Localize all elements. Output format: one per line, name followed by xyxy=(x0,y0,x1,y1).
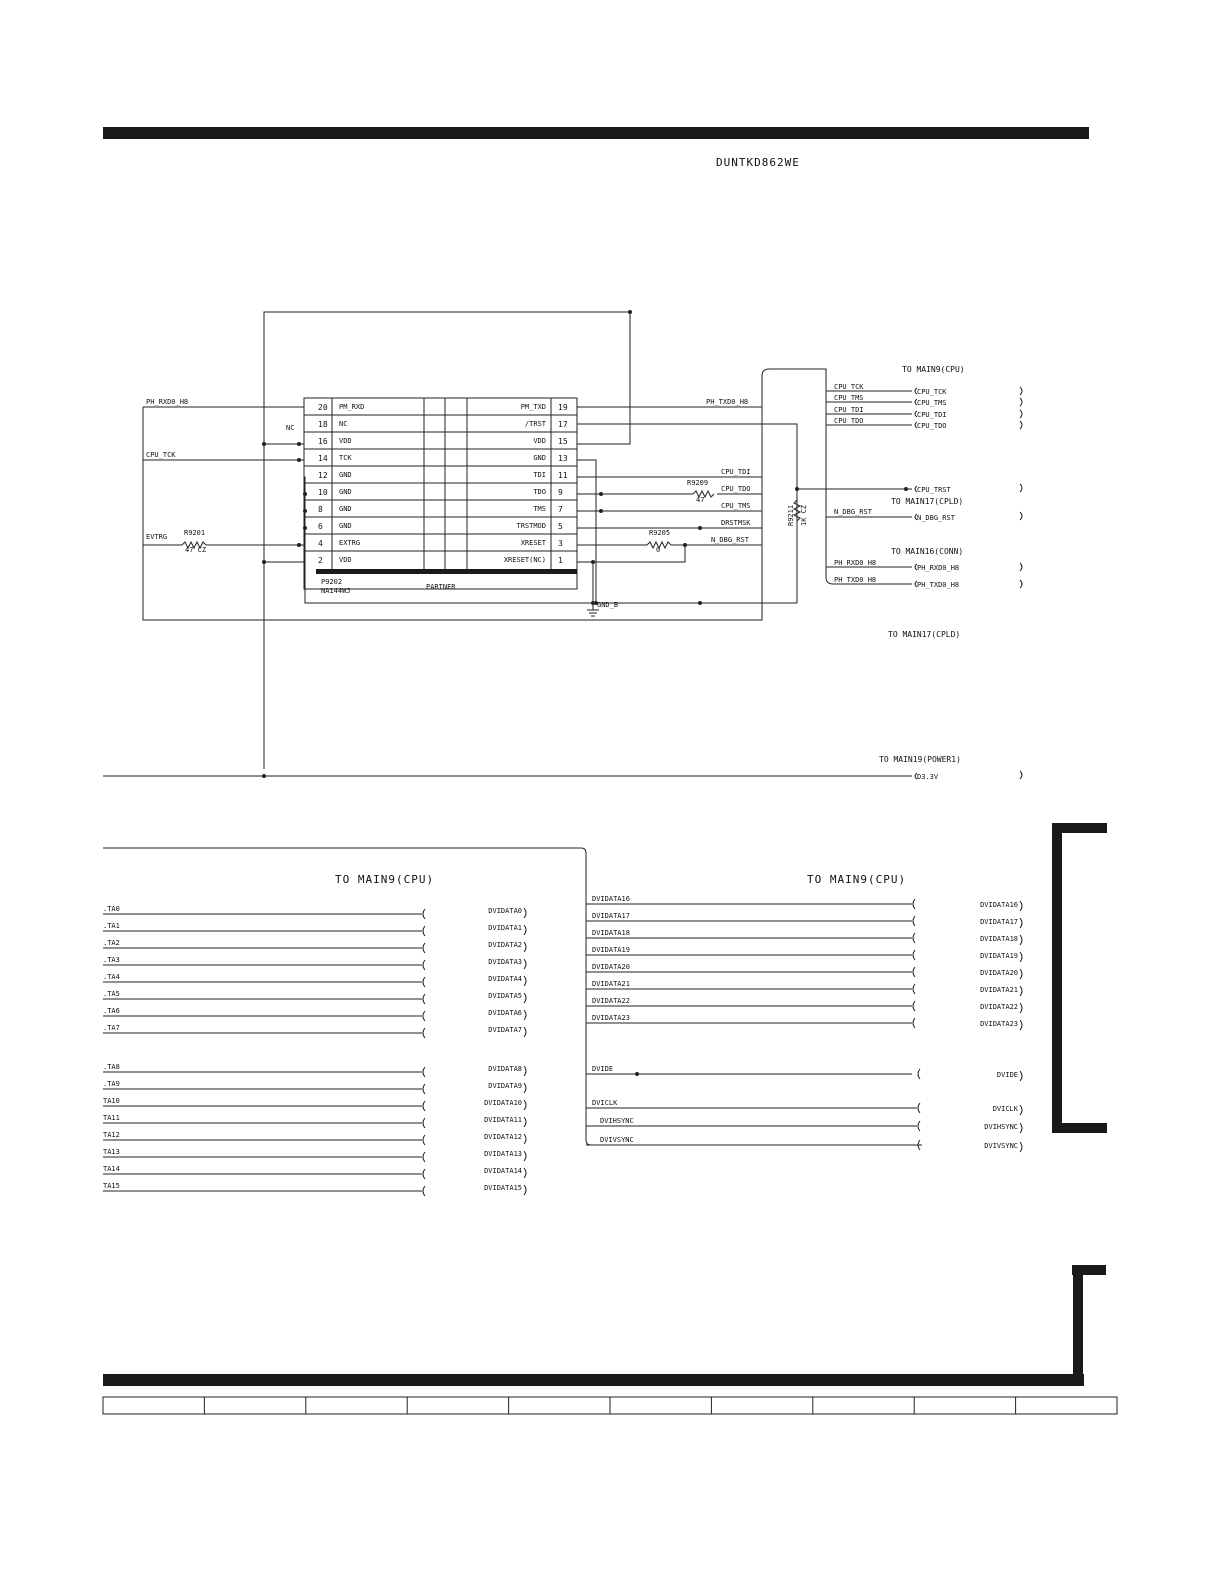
dvi-left-port-symbol xyxy=(423,1169,425,1179)
net-conn-wire-label: PH_RXD0_H8 xyxy=(834,559,877,567)
dvi-left-port-label: DVIDATA8 xyxy=(488,1065,522,1073)
port-cpu-net: CPU_TCK xyxy=(917,388,947,396)
dvi-left-port-symbol xyxy=(423,977,425,987)
dvi-right-wire-label: DVIDATA19 xyxy=(592,946,630,954)
pin-name-right: TMS xyxy=(533,505,546,513)
dvi-left-port-label: DVIDATA7 xyxy=(488,1026,522,1034)
dvi-right-port-bracket xyxy=(1020,952,1022,962)
pin-name-right: PM_TXD xyxy=(520,403,546,411)
right-bottom-bracket xyxy=(1072,1270,1106,1380)
r9201-val: 47 CZ xyxy=(185,546,207,554)
net-cpu-port-wire-label: CPU_TDI xyxy=(834,406,864,414)
dvi-ctrl-port-bracket xyxy=(1020,1123,1022,1133)
dvi-right-wire-label: DVIDATA23 xyxy=(592,1014,630,1022)
dvi-ctrl-port-label: DVIVSYNC xyxy=(984,1142,1018,1150)
dvi-left-port-label: DVIDATA3 xyxy=(488,958,522,966)
lower-right-title: TO MAIN9(CPU) xyxy=(807,873,907,886)
pin-num-left: 10 xyxy=(318,488,328,497)
dvi-left-port-label: DVIDATA9 xyxy=(488,1082,522,1090)
port-cpu-net: CPU_TDO xyxy=(917,422,947,430)
zone-ruler xyxy=(103,1397,1117,1414)
dvi-left-port-bracket xyxy=(524,1100,526,1110)
pin-name-left: VDD xyxy=(339,437,352,445)
dvi-left-port-label: DVIDATA11 xyxy=(484,1116,522,1124)
pin-name-right: /TRST xyxy=(524,420,546,428)
pin-num-right: 1 xyxy=(558,556,563,565)
dvi-left-port-symbol xyxy=(423,1186,425,1196)
dvi-ctrl-wire-label: DVIDE xyxy=(592,1065,614,1073)
dvi-right-port-bracket xyxy=(1020,1003,1022,1013)
connector-thick-bar xyxy=(316,569,577,574)
dvi-left-wire-label: TA15 xyxy=(103,1182,120,1190)
net-evtrg: EVTRG xyxy=(146,533,168,541)
port-bracket-right xyxy=(1020,410,1022,418)
pin-num-left: 20 xyxy=(318,403,328,412)
pin-num-left: 6 xyxy=(318,522,323,531)
dvi-right-port-symbol xyxy=(913,1001,915,1011)
dvi-left-port-bracket xyxy=(524,1117,526,1127)
dvi-left-wire-label: .TA3 xyxy=(103,956,120,964)
net-n-dbg-rst-mid: N_DBG_RST xyxy=(711,536,749,544)
dvi-ctrl-port-bracket xyxy=(1020,1071,1022,1081)
dvi-left-port-symbol xyxy=(423,960,425,970)
dvi-left-wire-label: .TA9 xyxy=(103,1080,120,1088)
port-d3-3v: D3.3V xyxy=(917,773,939,781)
port-n-dbg-rst: N_DBG_RST xyxy=(917,514,955,522)
dvi-left-wire-label: .TA0 xyxy=(103,905,120,913)
dvi-left-port-label: DVIDATA12 xyxy=(484,1133,522,1141)
dvi-right-wire-label: DVIDATA21 xyxy=(592,980,630,988)
dvi-left-port-bracket xyxy=(524,1168,526,1178)
pin-num-right: 15 xyxy=(558,437,568,446)
nc-marker: NC xyxy=(286,424,295,432)
dvi-left-port-symbol xyxy=(423,1084,425,1094)
dvi-left-bus xyxy=(103,905,526,1196)
dvi-right-wire-label: DVIDATA20 xyxy=(592,963,630,971)
pin-name-left: PM_RXD xyxy=(339,403,365,411)
dvi-ctrl-port-symbol xyxy=(918,1121,920,1131)
dvi-left-port-bracket xyxy=(524,976,526,986)
pin-num-right: 9 xyxy=(558,488,563,497)
port-cpu-net: CPU_TMS xyxy=(917,399,947,407)
r9211-val: 1K CZ xyxy=(800,504,808,526)
pin-name-left: TCK xyxy=(339,454,352,462)
pin-num-right: 3 xyxy=(558,539,563,548)
port-cpu-net: CPU_TDI xyxy=(917,411,947,419)
dvi-left-port-label: DVIDATA4 xyxy=(488,975,522,983)
title-to-main16-conn: TO MAIN16(CONN) xyxy=(891,547,964,556)
pin-num-right: 5 xyxy=(558,522,563,531)
dvi-left-wire-label: .TA1 xyxy=(103,922,120,930)
dvi-left-wire-label: TA14 xyxy=(103,1165,120,1173)
dvi-left-wire-label: .TA6 xyxy=(103,1007,120,1015)
dvi-left-port-label: DVIDATA14 xyxy=(484,1167,522,1175)
connector-pin-rows xyxy=(304,403,577,565)
net-cpu-port-wire-label: CPU_TDO xyxy=(834,417,864,425)
net-ph-rxd0-left: PH_RXD0_H8 xyxy=(146,398,189,406)
pin-name-right: XRESET(NC) xyxy=(503,556,546,564)
dvi-right-port-bracket xyxy=(1020,935,1022,945)
dvi-right-port-bracket xyxy=(1020,901,1022,911)
pin-name-right: TDO xyxy=(533,488,546,496)
dvi-left-port-bracket xyxy=(524,1027,526,1037)
pin-name-right: TRSTMOD xyxy=(516,522,546,530)
r9211-ref: R9211 xyxy=(787,504,795,526)
dvi-left-port-symbol xyxy=(423,909,425,919)
dvi-right-port-label: DVIDATA22 xyxy=(980,1003,1018,1011)
pin-name-left: GND xyxy=(339,505,352,513)
dvi-right-port-bracket xyxy=(1020,1020,1022,1030)
dvi-left-port-symbol xyxy=(423,1011,425,1021)
dvi-right-port-bracket xyxy=(1020,986,1022,996)
lower-left-title: TO MAIN9(CPU) xyxy=(335,873,435,886)
dvi-right-port-symbol xyxy=(913,899,915,909)
net-gnd-b: GND_B xyxy=(597,601,619,609)
dvi-right-port-label: DVIDATA23 xyxy=(980,1020,1018,1028)
cpu-port-list xyxy=(834,383,1022,430)
port-conn-net: PH_TXD0_H8 xyxy=(917,581,960,589)
pin-num-right: 13 xyxy=(558,454,568,463)
net-ph-txd0-right: PH_TXD0_H8 xyxy=(706,398,749,406)
dvi-ctrl-port-label: DVIHSYNC xyxy=(984,1123,1018,1131)
dvi-left-port-bracket xyxy=(524,1066,526,1076)
dvi-left-port-label: DVIDATA1 xyxy=(488,924,522,932)
dvi-right-port-bracket xyxy=(1020,969,1022,979)
dvi-left-wire-label: TA11 xyxy=(103,1114,120,1122)
dvi-right-port-symbol xyxy=(913,984,915,994)
dvi-left-port-symbol xyxy=(423,1118,425,1128)
connector-ref: P9202 xyxy=(321,578,343,586)
dvi-left-port-symbol xyxy=(423,943,425,953)
dvi-ctrl-wire-label: DVIHSYNC xyxy=(600,1117,634,1125)
net-cpu-port-wire-label: CPU_TMS xyxy=(834,394,864,402)
pin-num-left: 8 xyxy=(318,505,323,514)
dvi-right-port-symbol xyxy=(913,967,915,977)
dvi-left-port-bracket xyxy=(524,925,526,935)
dvi-left-wire-label: .TA5 xyxy=(103,990,120,998)
dvi-left-port-bracket xyxy=(524,942,526,952)
dvi-left-wire-label: TA12 xyxy=(103,1131,120,1139)
pin-num-right: 17 xyxy=(558,420,568,429)
dvi-right-wire-label: DVIDATA22 xyxy=(592,997,630,1005)
dvi-left-port-label: DVIDATA0 xyxy=(488,907,522,915)
connector-part: NA144WJ xyxy=(321,587,351,595)
dvi-ctrl-port-symbol xyxy=(918,1069,920,1079)
pin-num-right: 7 xyxy=(558,505,563,514)
net-cpu-tms: CPU_TMS xyxy=(721,502,751,510)
title-to-main17-cpld: TO MAIN17(CPLD) xyxy=(891,497,964,506)
dvi-ctrl-port-symbol xyxy=(918,1103,920,1113)
port-cpu-trst: CPU_TRST xyxy=(917,486,951,494)
dvi-left-port-symbol xyxy=(423,1101,425,1111)
dvi-right-wire-label: DVIDATA16 xyxy=(592,895,630,903)
net-n-dbg-rst-right: N_DBG_RST xyxy=(834,508,872,516)
r9205-val: 0 xyxy=(656,546,661,554)
dvi-left-wire-label: TA10 xyxy=(103,1097,120,1105)
pin-name-left: GND xyxy=(339,488,352,496)
port-bracket-right xyxy=(1020,421,1022,429)
net-conn-wire-label: PH_TXD0_H8 xyxy=(834,576,877,584)
dvi-right-wire-label: DVIDATA18 xyxy=(592,929,630,937)
dvi-left-port-symbol xyxy=(423,926,425,936)
bottom-border-bar xyxy=(103,1374,1084,1386)
r9205-ref: R9205 xyxy=(649,529,671,537)
dvi-right-port-symbol xyxy=(913,1018,915,1028)
pin-num-left: 4 xyxy=(318,539,323,548)
dvi-right-port-label: DVIDATA17 xyxy=(980,918,1018,926)
dvi-left-port-symbol xyxy=(423,1067,425,1077)
pin-name-right: VDD xyxy=(533,437,546,445)
dvi-right-port-label: DVIDATA18 xyxy=(980,935,1018,943)
dvi-left-port-bracket xyxy=(524,959,526,969)
dvi-right-wire-label: DVIDATA17 xyxy=(592,912,630,920)
net-cpu-tck-left: CPU_TCK xyxy=(146,451,176,459)
dvi-left-port-label: DVIDATA5 xyxy=(488,992,522,1000)
pin-num-left: 12 xyxy=(318,471,328,480)
dvi-left-port-symbol xyxy=(423,994,425,1004)
pin-num-left: 14 xyxy=(318,454,328,463)
title-to-main9-cpu: TO MAIN9(CPU) xyxy=(902,365,965,374)
pin-name-left: GND xyxy=(339,522,352,530)
dvi-left-port-label: DVIDATA13 xyxy=(484,1150,522,1158)
dvi-ctrl-wire-label: DVIVSYNC xyxy=(600,1136,634,1144)
dvi-ctrl-wire-label: DVICLK xyxy=(592,1099,618,1107)
dvi-left-wire-label: .TA4 xyxy=(103,973,120,981)
title-to-main17-cpld-2: TO MAIN17(CPLD) xyxy=(888,630,961,639)
dvi-left-port-bracket xyxy=(524,1010,526,1020)
dvi-ctrl-port-bracket xyxy=(1020,1105,1022,1115)
dvi-right-bus xyxy=(586,895,1022,1152)
dvi-ctrl-port-label: DVICLK xyxy=(992,1105,1018,1113)
port-conn-net: PH_RXD0_H8 xyxy=(917,564,960,572)
dvi-left-wire-label: .TA2 xyxy=(103,939,120,947)
pin-name-right: GND xyxy=(533,454,546,462)
dvi-left-port-symbol xyxy=(423,1028,425,1038)
port-bracket-right xyxy=(1020,387,1022,395)
net-cpu-port-wire-label: CPU_TCK xyxy=(834,383,864,391)
right-side-bracket xyxy=(1057,828,1107,1128)
dvi-ctrl-port-bracket xyxy=(1020,1142,1022,1152)
pin-num-left: 18 xyxy=(318,420,328,429)
dvi-left-port-symbol xyxy=(423,1135,425,1145)
dvi-right-port-symbol xyxy=(913,916,915,926)
pin-num-right: 11 xyxy=(558,471,568,480)
upper-wiring xyxy=(103,310,912,778)
title-to-main19-power1: TO MAIN19(POWER1) xyxy=(879,755,961,764)
r9209-ref: R9209 xyxy=(687,479,709,487)
dvi-right-port-label: DVIDATA20 xyxy=(980,969,1018,977)
pin-name-left: EXTRG xyxy=(339,539,361,547)
pin-num-right: 19 xyxy=(558,403,568,412)
dvi-left-port-label: DVIDATA15 xyxy=(484,1184,522,1192)
dvi-left-port-symbol xyxy=(423,1152,425,1162)
pin-name-left: VDD xyxy=(339,556,352,564)
top-border-bar xyxy=(103,127,1089,139)
port-bracket-right xyxy=(1020,580,1022,588)
net-cpu-tdi: CPU_TDI xyxy=(721,468,751,476)
pin-num-left: 16 xyxy=(318,437,328,446)
dvi-left-port-bracket xyxy=(524,1151,526,1161)
connector-p9202 xyxy=(304,398,577,595)
dvi-left-wire-label: .TA7 xyxy=(103,1024,120,1032)
port-bracket-right xyxy=(1020,563,1022,571)
dvi-left-port-bracket xyxy=(524,1185,526,1195)
net-drstmsk: DRSTMSK xyxy=(721,519,751,527)
upper-right-ports xyxy=(834,365,1022,781)
dvi-right-port-symbol xyxy=(913,950,915,960)
dvi-ctrl-port-label: DVIDE xyxy=(996,1071,1018,1079)
pin-name-right: TDI xyxy=(533,471,546,479)
dvi-right-port-label: DVIDATA19 xyxy=(980,952,1018,960)
dvi-right-port-symbol xyxy=(913,933,915,943)
dvi-right-port-label: DVIDATA16 xyxy=(980,901,1018,909)
dvi-left-port-label: DVIDATA10 xyxy=(484,1099,522,1107)
dvi-right-port-bracket xyxy=(1020,918,1022,928)
dvi-left-port-bracket xyxy=(524,908,526,918)
dvi-left-wire-label: TA13 xyxy=(103,1148,120,1156)
r9201-ref: R9201 xyxy=(184,529,206,537)
pin-name-left: NC xyxy=(339,420,348,428)
dvi-left-port-label: DVIDATA2 xyxy=(488,941,522,949)
doc-code: DUNTKD862WE xyxy=(716,156,800,169)
dvi-left-port-bracket xyxy=(524,1083,526,1093)
connector-label: PARTNER xyxy=(426,583,456,591)
r9209-val: 47 xyxy=(696,496,705,504)
pin-name-left: GND xyxy=(339,471,352,479)
net-cpu-tdo: CPU_TDO xyxy=(721,485,751,493)
dvi-left-wire-label: .TA8 xyxy=(103,1063,120,1071)
pin-num-left: 2 xyxy=(318,556,323,565)
dvi-right-port-label: DVIDATA21 xyxy=(980,986,1018,994)
pin-name-right: XRESET xyxy=(520,539,546,547)
dvi-left-port-bracket xyxy=(524,1134,526,1144)
dvi-left-port-bracket xyxy=(524,993,526,1003)
port-bracket-right xyxy=(1020,398,1022,406)
dvi-left-port-label: DVIDATA6 xyxy=(488,1009,522,1017)
